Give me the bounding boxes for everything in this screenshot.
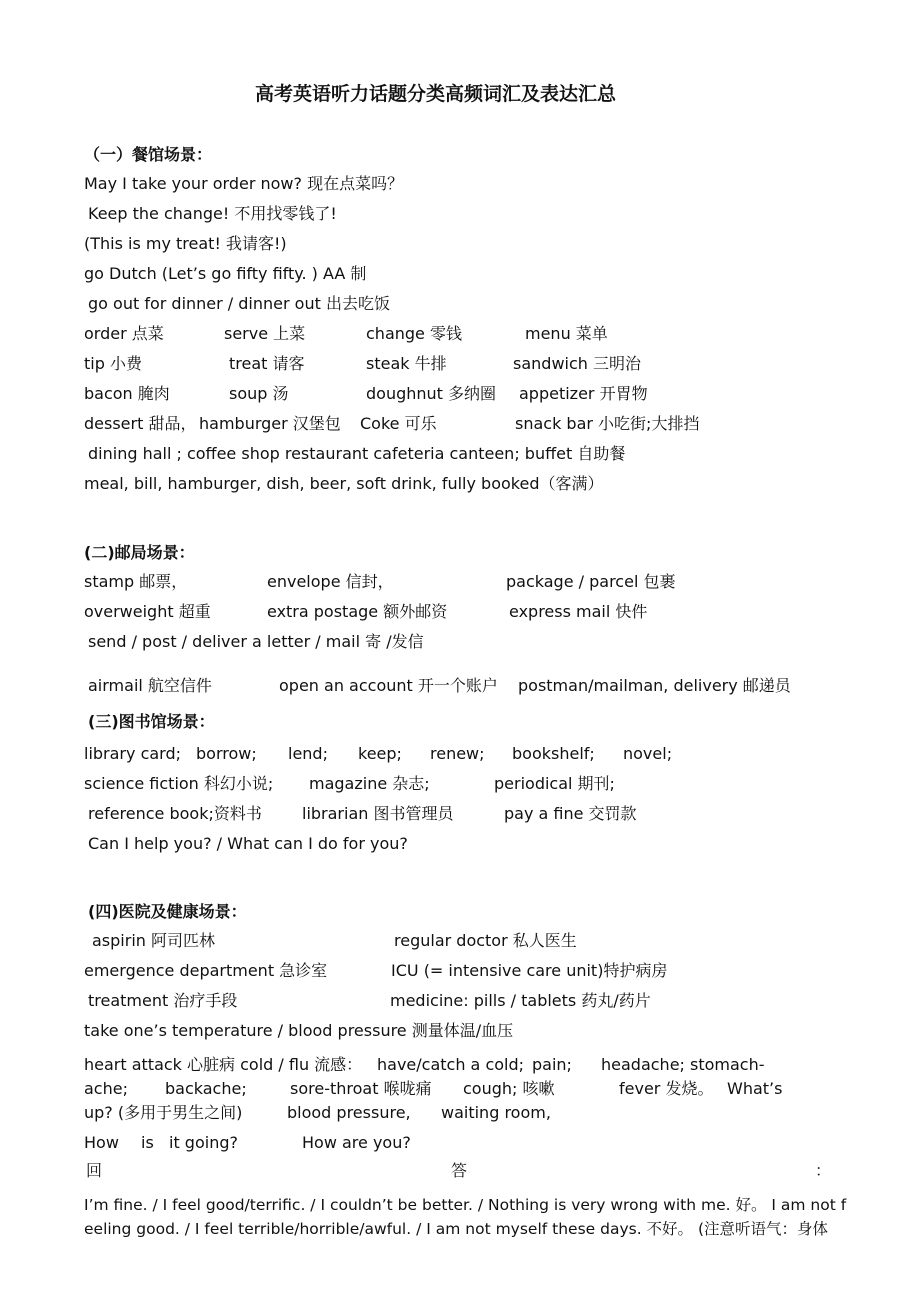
vocab-item: cough; 咳嗽 (463, 1079, 555, 1098)
vocab-item: bookshelf; (512, 744, 595, 763)
vocab-item: pain; (532, 1055, 572, 1074)
vocab-item: up? (多用于男生之间) (84, 1103, 243, 1122)
text-line: meal, bill, hamburger, dish, beer, soft drink, fully booked（客满） (84, 474, 604, 493)
vocab-item: pay a fine 交罚款 (504, 804, 637, 823)
vocab-item: magazine 杂志; (309, 774, 430, 793)
vocab-item: snack bar 小吃街;大排挡 (515, 414, 700, 433)
vocab-item: soup 汤 (229, 384, 289, 403)
vocab-item: aspirin 阿司匹林 (92, 931, 215, 950)
vocab-item: 回 (86, 1161, 103, 1180)
vocab-item: appetizer 开胃物 (519, 384, 648, 403)
vocab-item: emergence department 急诊室 (84, 961, 328, 980)
vocab-item: Coke 可乐 (360, 414, 437, 433)
vocab-item: is (141, 1133, 154, 1152)
vocab-item: headache; stomach- (601, 1055, 765, 1074)
vocab-item: treatment 治疗手段 (88, 991, 238, 1010)
vocab-item: backache; (165, 1079, 247, 1098)
text-line: I’m fine. / I feel good/terrific. / I couldn’t be better. / Nothing is very wrong with me. 好。 I am not f (84, 1196, 847, 1214)
vocab-item: librarian 图书管理员 (302, 804, 454, 823)
vocab-item: tip 小费 (84, 354, 142, 373)
vocab-item: reference book;资料书 (88, 804, 262, 823)
text-line: eeling good. / I feel terrible/horrible/awful. / I am not myself these days. 不好。 (注意听语气：身体 (84, 1220, 829, 1238)
text-line: go Dutch (Let’s go fifty fifty. ) AA 制 (84, 264, 367, 283)
vocab-item: regular doctor 私人医生 (394, 931, 577, 950)
vocab-item: 答 (451, 1161, 468, 1180)
vocab-item: sore-throat 喉咙痛 (290, 1079, 432, 1098)
vocab-item: menu 菜单 (525, 324, 608, 343)
page-title: 高考英语听力话题分类高频词汇及表达汇总 (255, 83, 617, 105)
vocab-item: doughnut 多纳圈 (366, 384, 497, 403)
vocab-item: dessert 甜品， (84, 414, 197, 433)
vocab-item: borrow; (196, 744, 257, 763)
vocab-item: science fiction 科幻小说; (84, 774, 274, 793)
vocab-item: airmail 航空信件 (88, 676, 212, 695)
text-line: (This is my treat! 我请客!) (84, 234, 287, 253)
vocab-item: bacon 腌肉 (84, 384, 170, 403)
vocab-item: envelope 信封， (267, 572, 394, 591)
text-line: go out for dinner / dinner out 出去吃饭 (88, 294, 390, 313)
text-line: take one’s temperature / blood pressure 测量体温/血压 (84, 1021, 514, 1040)
vocab-item: What’s (727, 1079, 783, 1098)
vocab-item: How (84, 1133, 119, 1152)
vocab-item: overweight 超重 (84, 602, 211, 621)
text-line: Can I help you? / What can I do for you? (88, 834, 408, 853)
vocab-item: have/catch a cold; (377, 1055, 525, 1074)
vocab-item: express mail 快件 (509, 602, 648, 621)
section-heading-restaurant: （一）餐馆场景： (84, 145, 213, 164)
vocab-item: extra postage 额外邮资 (267, 602, 448, 621)
text-line: Keep the change! 不用找零钱了! (88, 204, 337, 223)
section-heading-library: (三)图书馆场景： (88, 712, 215, 731)
vocab-item: sandwich 三明治 (513, 354, 641, 373)
vocab-item: fever 发烧。 (619, 1079, 714, 1098)
vocab-item: open an account 开一个账户 (279, 676, 498, 695)
vocab-item: How are you? (302, 1133, 411, 1152)
vocab-item: waiting room, (441, 1103, 551, 1122)
vocab-item: periodical 期刊; (494, 774, 615, 793)
text-line: dining hall ; coffee shop restaurant cafeteria canteen; buffet 自助餐 (88, 444, 626, 463)
vocab-item: keep; (358, 744, 402, 763)
text-line: send / post / deliver a letter / mail 寄 /发信 (88, 632, 424, 651)
section-heading-post: (二)邮局场景： (84, 543, 195, 562)
vocab-item: treat 请客 (229, 354, 305, 373)
vocab-item: ： (815, 1161, 832, 1180)
vocab-item: serve 上菜 (224, 324, 306, 343)
vocab-item: ache; (84, 1079, 128, 1098)
vocab-item: package / parcel 包裹 (506, 572, 676, 591)
vocab-item: heart attack 心脏病 cold / flu 流感： (84, 1055, 363, 1074)
vocab-item: stamp 邮票， (84, 572, 188, 591)
vocab-item: order 点菜 (84, 324, 164, 343)
text-line: May I take your order now? 现在点菜吗？ (84, 174, 404, 193)
vocab-item: change 零钱 (366, 324, 462, 343)
vocab-item: novel; (623, 744, 673, 763)
vocab-item: postman/mailman, delivery 邮递员 (518, 676, 791, 695)
vocab-item: blood pressure, (287, 1103, 411, 1122)
vocab-item: renew; (430, 744, 485, 763)
vocab-item: library card; (84, 744, 182, 763)
vocab-item: it going? (169, 1133, 238, 1152)
section-heading-hospital: (四)医院及健康场景： (88, 902, 247, 921)
vocab-item: ICU (= intensive care unit)特护病房 (391, 961, 668, 980)
vocab-item: hamburger 汉堡包 (199, 414, 341, 433)
vocab-item: lend; (288, 744, 328, 763)
vocab-item: medicine: pills / tablets 药丸/药片 (390, 991, 651, 1010)
vocab-item: steak 牛排 (366, 354, 447, 373)
